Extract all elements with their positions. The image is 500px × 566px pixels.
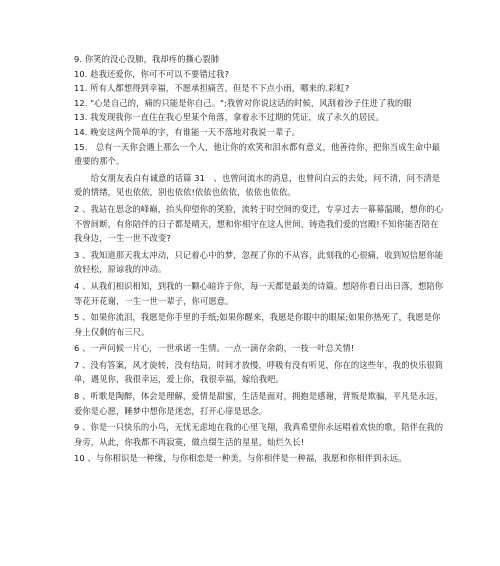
text-paragraph: 5 、如果你流泪，我愿是你手里的手纸;如果你醒来，我愿是你眼中的眼屎;如果你热死了，我愿是你身上仅剩的布三尺。 <box>74 312 441 337</box>
text-paragraph: 给女朋友表白有诚意的话篇 31 、也曾问流水的消息，也曾问白云的去处，问不清，问不清是爱的情绪，见也依依，别也依依!依依也依依，依依也依依。 <box>74 172 441 198</box>
text-line: 13. 我发现我你一直住在我心里某个角落，拿着永不过期的凭证，成了永久的居民。 <box>74 112 385 123</box>
text-paragraph: 8 、听歌是陶醉，体会是理解，爱情是甜蜜，生活是面对，拥抱是感谢，背叛是欺骗，平凡是永远，爱你是心愿，睡梦中想你是迷恋，打开心扉是思念。 <box>74 391 444 416</box>
text-paragraph: 7 、没有答案，风才旋转，没有结局，时间才放慢，呼吸有没有听见，你在的这些年，我的快乐很简单，遇见你，我很幸运，爱上你，我很幸福，嫁给我吧。 <box>74 359 444 385</box>
text-paragraph: 2 、我站在思念的峰巅，抬头仰望你的笑脸，流转于时空间的变迁，专享过去一幕幕温暖，想你的心不曾间断，有你陪伴的日子都是晴天，想和你相守在这人世间，铸造我们爱的宫殿!不知你能否陪在我身边，一生一世不改变? <box>74 203 444 244</box>
text-line: 15. 总有一天你会遇上那么一个人，他让你的欢笑和泪水都有意义，他善待你，把你当成生命中最重要的那个。 <box>74 141 441 167</box>
text-line: 9. 你笑的没心没肺，我却疼的撕心裂肺 <box>74 54 220 64</box>
text-line: 10. 趁我还爱你，你可不可以不要错过我? <box>74 68 230 79</box>
text-line: 14. 晚安这两个简单的字，有谁能一天不落地对我说一辈子。 <box>74 126 301 137</box>
text-paragraph: 6 、一声问候一片心，一世承诺一生情。一点一滴存余韵，一枝一叶总关情! <box>74 343 355 354</box>
text-paragraph: 10 、与你相识是一种缘，与你相恋是一种美，与你相伴是一种福，我愿和你相伴到永远。 <box>74 453 407 464</box>
text-paragraph: 3 、我知道那天我太冲动，只记着心中的梦，忽视了你的不从容，此刻我的心很痛，收到短信愿你能放轻松，原谅我的冲动。 <box>74 249 444 275</box>
text-paragraph: 4 、从我们相识相知，到我的一颗心暗许于你，每一天都是最美的诗篇。想陪你看日出日落，想陪你等花开花谢，一生一世一辈子，你可愿意。 <box>74 280 444 306</box>
text-line: 11. 所有人都想得到幸福，不愿承担痛苦，但是不下点小雨，哪来的.彩虹? <box>74 83 350 94</box>
text-line: 12. "心是自己的，痛的只能是你自己。";我曾对你说这话的时候，风刮着沙子住进了我的眼 <box>74 97 412 108</box>
text-paragraph: 9 、你是一只快乐的小鸟，无忧无虑地在我的心里飞翔，我真希望你永远唱着欢快的歌，陪伴在我的身旁，从此，你我都不再寂寞，做点缀生活的星星，灿烂久长! <box>74 422 444 447</box>
